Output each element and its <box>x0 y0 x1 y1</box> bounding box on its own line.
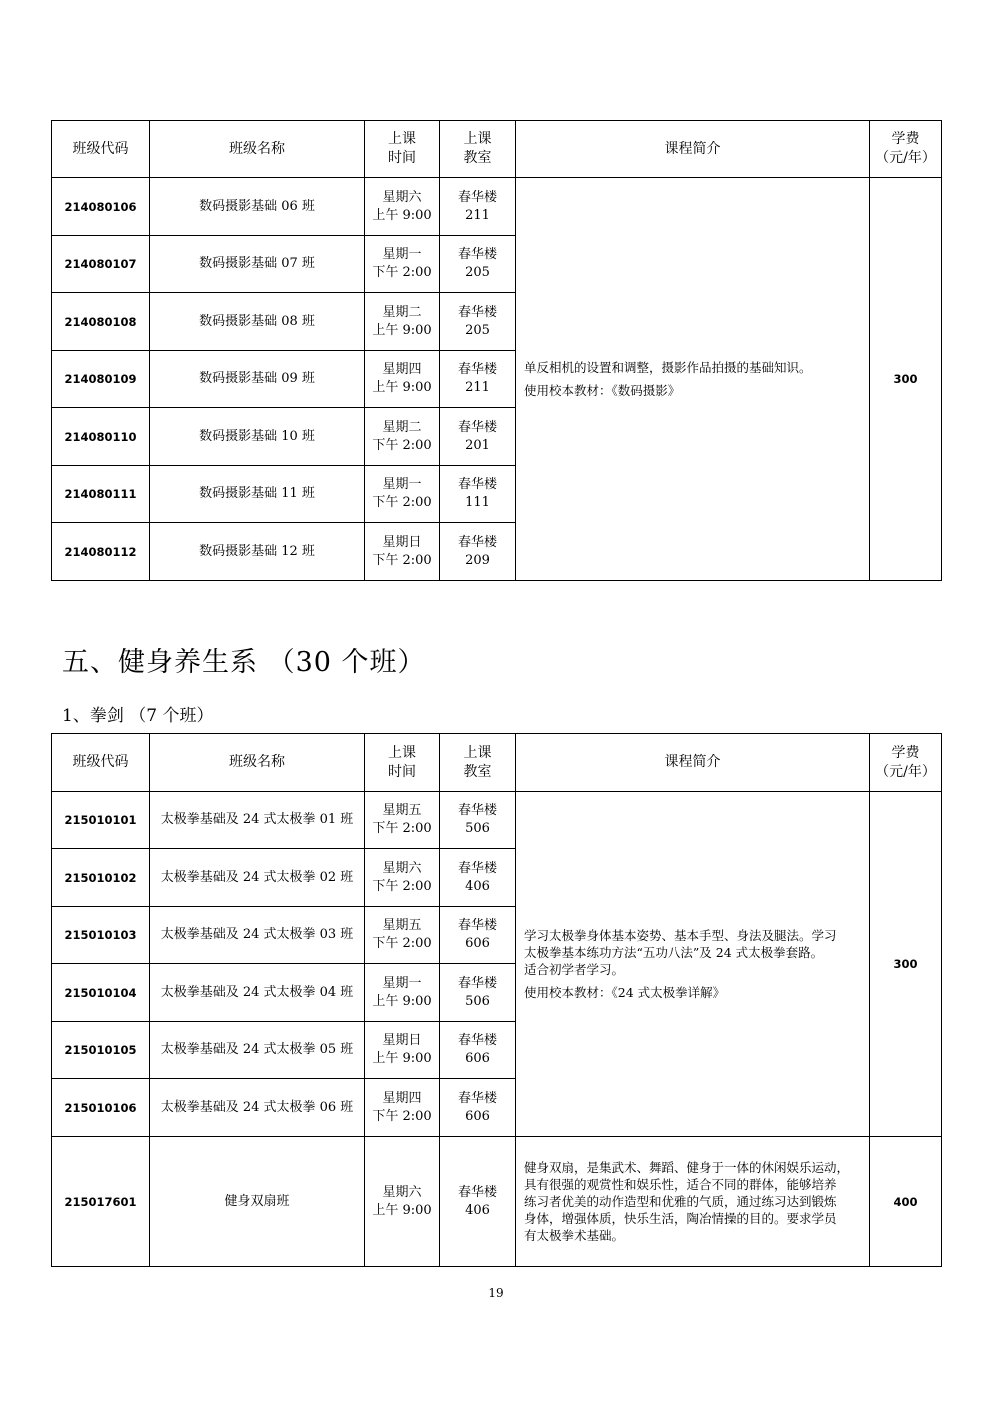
class-hour: 上午 9:00 <box>372 322 432 338</box>
class-hour: 下午 2:00 <box>372 552 432 568</box>
classroom <box>440 293 516 351</box>
header-fee-line2: （元/年） <box>875 763 936 780</box>
room-number: 406 <box>465 878 490 894</box>
section-heading: 五、健身养生系 （30 个班） <box>62 647 426 678</box>
class-hour: 下午 2:00 <box>372 936 432 951</box>
class-name: 数码摄影基础 07 班 <box>150 236 365 293</box>
classroom <box>440 849 516 907</box>
header-time-line2: 时间 <box>388 150 416 166</box>
class-time <box>365 351 440 408</box>
class-day: 星期二 <box>382 304 422 320</box>
description-text: 单反相机的设置和调整，摄影作品拍摄的基础知识。 <box>524 360 812 375</box>
classroom <box>440 408 516 466</box>
header-class-code: 班级代码 <box>52 734 150 792</box>
class-name: 太极拳基础及 24 式太极拳 04 班 <box>150 964 365 1022</box>
header-room-line1: 上课 <box>463 744 492 761</box>
class-day: 星期一 <box>382 477 422 492</box>
building: 春华楼 <box>457 534 497 550</box>
class-code: 215010105 <box>52 1022 150 1079</box>
class-time <box>365 293 440 351</box>
header-fee-line1: 学费 <box>891 744 920 761</box>
tuition-fee: 400 <box>870 1137 942 1267</box>
class-day: 星期五 <box>382 803 422 818</box>
classroom <box>440 964 516 1022</box>
class-time <box>365 1079 440 1137</box>
class-code: 214080106 <box>52 178 150 236</box>
description-line: 身体，增强体质，快乐生活，陶冶情操的目的。要求学员 <box>524 1211 837 1226</box>
header-class-time <box>365 734 440 792</box>
class-hour: 上午 9:00 <box>372 380 432 395</box>
room-number: 606 <box>465 1051 490 1066</box>
class-day: 星期六 <box>382 860 422 876</box>
header-class-name: 班级名称 <box>150 734 365 792</box>
room-number: 506 <box>465 993 490 1009</box>
building: 春华楼 <box>457 803 497 818</box>
building: 春华楼 <box>457 477 497 492</box>
class-name: 数码摄影基础 08 班 <box>150 293 365 351</box>
table-header-row <box>52 121 942 178</box>
class-hour: 下午 2:00 <box>372 878 432 894</box>
sub-heading: 1、拳剑 （7 个班） <box>62 706 214 726</box>
building: 春华楼 <box>457 189 497 205</box>
header-time-line1: 上课 <box>388 744 416 761</box>
class-code: 214080109 <box>52 351 150 408</box>
description-line: 有太极拳术基础。 <box>524 1228 625 1243</box>
header-classroom <box>440 734 516 792</box>
building: 春华楼 <box>457 1090 497 1106</box>
course-description <box>516 1137 870 1267</box>
class-hour: 上午 9:00 <box>372 993 432 1009</box>
room-number: 211 <box>465 380 490 395</box>
room-number: 205 <box>465 322 490 338</box>
class-time <box>365 523 440 581</box>
class-code: 215010103 <box>52 907 150 964</box>
class-name: 太极拳基础及 24 式太极拳 03 班 <box>150 907 365 964</box>
room-number: 211 <box>465 207 490 223</box>
class-day: 星期六 <box>382 1184 422 1200</box>
header-fee-line2: （元/年） <box>875 150 936 166</box>
building: 春华楼 <box>457 362 497 377</box>
class-hour: 上午 9:00 <box>372 1202 432 1218</box>
class-day: 星期四 <box>382 362 422 377</box>
description-text <box>524 927 861 978</box>
class-time <box>365 408 440 466</box>
room-number: 606 <box>465 936 490 951</box>
classroom <box>440 178 516 236</box>
classroom <box>440 1022 516 1079</box>
class-time <box>365 1137 440 1267</box>
building: 春华楼 <box>457 247 497 262</box>
room-number: 209 <box>465 552 490 568</box>
header-tuition <box>870 734 942 792</box>
class-day: 星期六 <box>382 189 422 205</box>
building: 春华楼 <box>457 860 497 876</box>
class-name: 太极拳基础及 24 式太极拳 01 班 <box>150 792 365 849</box>
header-course-intro: 课程简介 <box>516 121 870 178</box>
class-day: 星期一 <box>382 975 422 991</box>
header-fee-line1: 学费 <box>891 131 920 147</box>
classroom <box>440 523 516 581</box>
class-day: 星期一 <box>382 247 422 262</box>
classroom <box>440 351 516 408</box>
building: 春华楼 <box>457 419 497 435</box>
header-room-line2: 教室 <box>463 150 492 166</box>
class-time <box>365 907 440 964</box>
classroom <box>440 1079 516 1137</box>
header-time-line2: 时间 <box>388 763 416 780</box>
tuition-fee: 300 <box>870 792 942 1137</box>
header-class-code: 班级代码 <box>52 121 150 178</box>
class-time <box>365 849 440 907</box>
class-time <box>365 1022 440 1079</box>
class-code: 215010106 <box>52 1079 150 1137</box>
room-number: 506 <box>465 821 490 836</box>
photography-class-table <box>51 120 942 581</box>
building: 春华楼 <box>457 975 497 991</box>
description-line: 学习太极拳身体基本姿势、基本手型、身法及腿法。学习 <box>524 928 837 943</box>
martial-arts-class-table <box>51 733 942 1267</box>
header-class-name: 班级名称 <box>150 121 365 178</box>
class-hour: 上午 9:00 <box>372 207 432 223</box>
description-line: 太极拳基本练功方法“五功八法”及 24 式太极拳套路。 <box>524 945 824 960</box>
class-hour: 下午 2:00 <box>372 495 432 510</box>
description-line: 适合初学者学习。 <box>524 962 625 977</box>
classroom <box>440 466 516 523</box>
textbook-text: 使用校本教材：《数码摄影》 <box>524 383 681 398</box>
class-name: 数码摄影基础 11 班 <box>150 466 365 523</box>
table-row <box>52 178 942 236</box>
class-hour: 下午 2:00 <box>372 437 432 453</box>
class-day: 星期日 <box>382 534 422 550</box>
building: 春华楼 <box>457 304 497 320</box>
header-time-line1: 上课 <box>388 131 416 147</box>
class-time <box>365 964 440 1022</box>
description-line: 练习者优美的动作造型和优雅的气质，通过练习达到锻炼 <box>524 1194 837 1209</box>
class-time <box>365 466 440 523</box>
class-code: 214080111 <box>52 466 150 523</box>
class-code: 214080112 <box>52 523 150 581</box>
classroom <box>440 792 516 849</box>
header-course-intro: 课程简介 <box>516 734 870 792</box>
class-name: 健身双扇班 <box>150 1137 365 1267</box>
class-hour: 下午 2:00 <box>372 821 432 836</box>
room-number: 606 <box>465 1108 490 1124</box>
header-room-line2: 教室 <box>463 763 492 780</box>
class-code: 214080107 <box>52 236 150 293</box>
description-line: 健身双扇，是集武术、舞蹈、健身于一体的休闲娱乐运动， <box>524 1160 850 1175</box>
class-time <box>365 236 440 293</box>
class-name: 数码摄影基础 09 班 <box>150 351 365 408</box>
class-name: 太极拳基础及 24 式太极拳 05 班 <box>150 1022 365 1079</box>
table-row <box>52 1137 942 1267</box>
building: 春华楼 <box>457 1184 497 1200</box>
class-name: 太极拳基础及 24 式太极拳 06 班 <box>150 1079 365 1137</box>
class-hour: 下午 2:00 <box>372 265 432 280</box>
header-classroom <box>440 121 516 178</box>
room-number: 406 <box>465 1202 490 1218</box>
room-number: 201 <box>465 437 490 453</box>
description-line: 具有很强的观赏性和娱乐性，适合不同的群体，能够培养 <box>524 1177 837 1192</box>
class-name: 数码摄影基础 10 班 <box>150 408 365 466</box>
class-day: 星期五 <box>382 918 422 933</box>
building: 春华楼 <box>457 1033 497 1048</box>
class-time <box>365 178 440 236</box>
header-class-time <box>365 121 440 178</box>
building: 春华楼 <box>457 918 497 933</box>
class-code: 215010104 <box>52 964 150 1022</box>
header-tuition <box>870 121 942 178</box>
table-header-row <box>52 734 942 792</box>
classroom <box>440 907 516 964</box>
classroom <box>440 1137 516 1267</box>
room-number: 111 <box>465 495 490 510</box>
class-code: 214080110 <box>52 408 150 466</box>
class-code: 215010102 <box>52 849 150 907</box>
class-code: 215017601 <box>52 1137 150 1267</box>
page-number: 19 <box>488 1286 504 1300</box>
course-description <box>516 178 870 581</box>
class-code: 215010101 <box>52 792 150 849</box>
class-time <box>365 792 440 849</box>
class-day: 星期二 <box>382 419 422 435</box>
room-number: 205 <box>465 265 490 280</box>
class-name: 太极拳基础及 24 式太极拳 02 班 <box>150 849 365 907</box>
header-room-line1: 上课 <box>463 131 492 147</box>
class-hour: 上午 9:00 <box>372 1051 432 1066</box>
class-hour: 下午 2:00 <box>372 1108 432 1124</box>
class-name: 数码摄影基础 06 班 <box>150 178 365 236</box>
class-day: 星期日 <box>382 1033 422 1048</box>
classroom <box>440 236 516 293</box>
course-description <box>516 792 870 1137</box>
class-name: 数码摄影基础 12 班 <box>150 523 365 581</box>
tuition-fee: 300 <box>870 178 942 581</box>
class-code: 214080108 <box>52 293 150 351</box>
table-row <box>52 792 942 849</box>
textbook-text: 使用校本教材：《24 式太极拳详解》 <box>524 985 726 1000</box>
class-day: 星期四 <box>382 1090 422 1106</box>
